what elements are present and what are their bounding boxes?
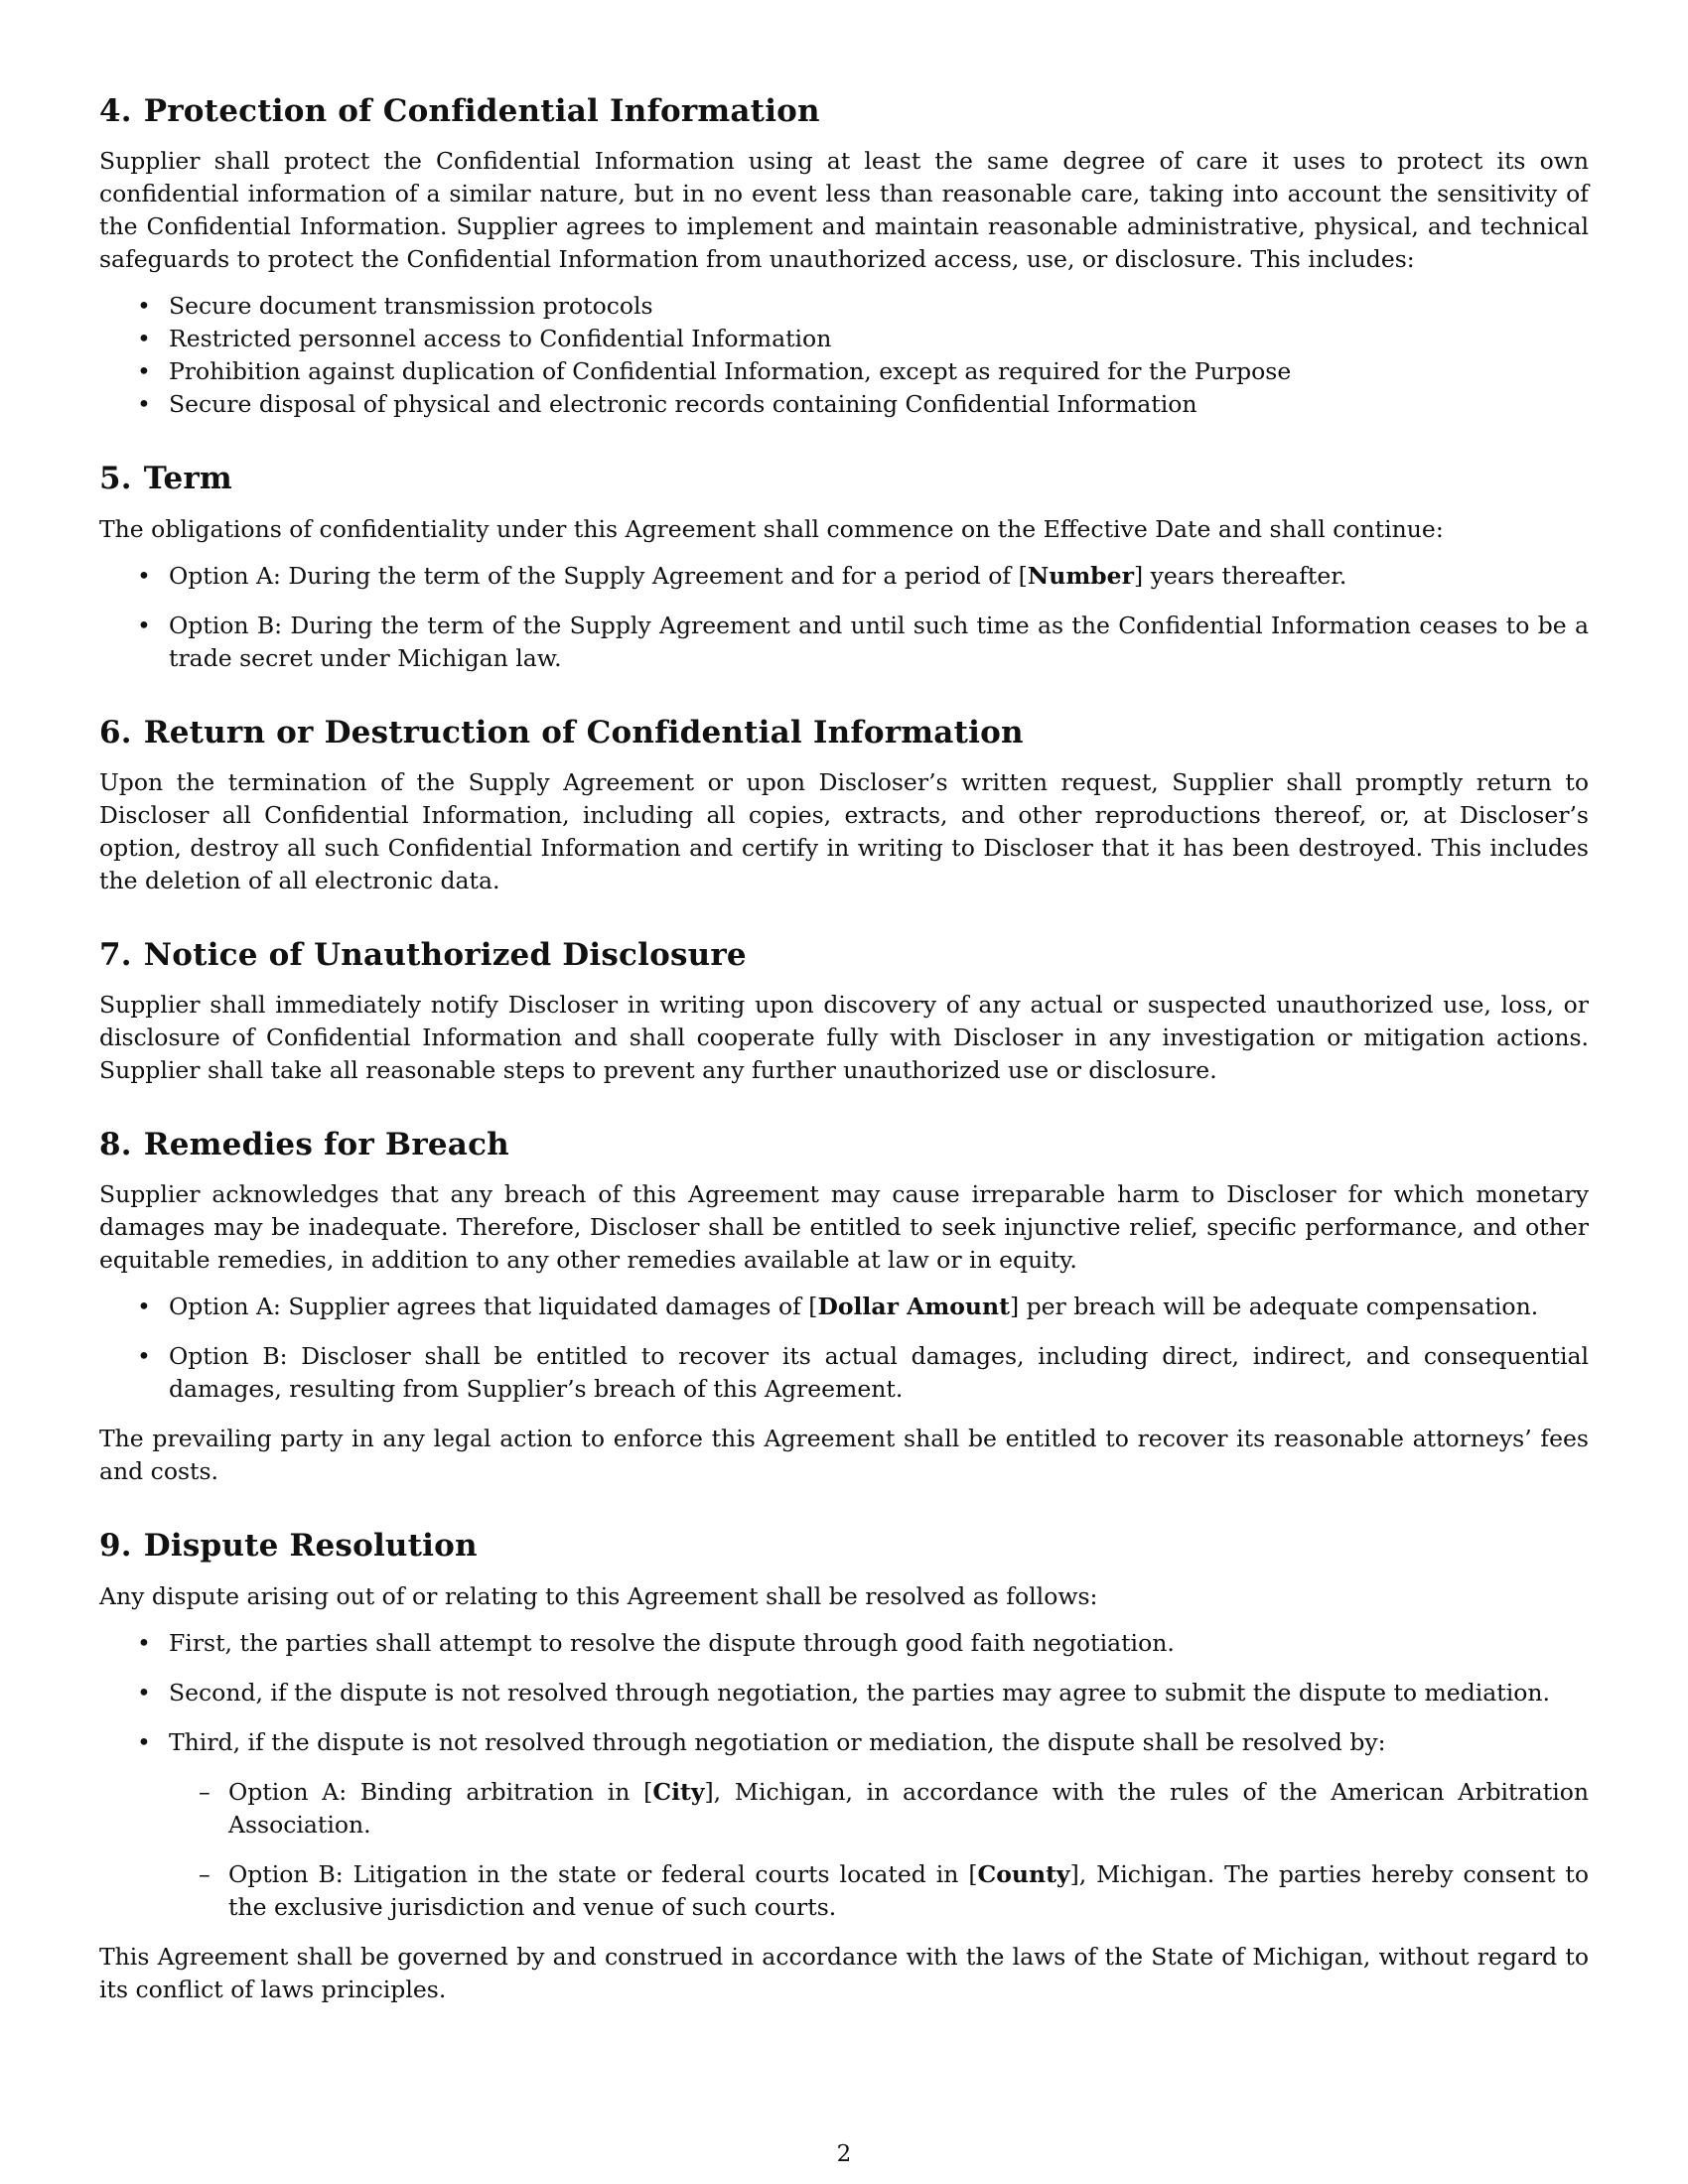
section-5	[99, 459, 1589, 674]
dash-marker: –	[199, 1777, 211, 1806]
option-text: ] years thereafter.	[1133, 561, 1347, 590]
option-text: Option B: Litigation in the state or federal courts located in [	[228, 1859, 978, 1888]
list-item	[99, 323, 1589, 355]
option-text: Option A: Supplier agrees that liquidated damages of [	[169, 1293, 818, 1321]
option-text: Option B: Discloser shall be entitled to recover its actual damages, including direct, indirect, and consequential damages, resulting from Supplier’s breach of this Agreement.	[169, 1342, 1589, 1404]
section-9	[99, 1526, 1589, 2005]
option-list	[99, 560, 1589, 675]
section-title: Protection of Confidential Information	[143, 93, 820, 129]
section-title: Dispute Resolution	[143, 1528, 478, 1565]
bullet-list	[99, 290, 1589, 421]
section-body: Supplier shall immediately notify Discloser in writing upon discovery of any actual or suspected unauthorized use, loss, or disclosure of Confidential Information and shall cooperate fully with Discloser in any investigation or mitigation actions. Supplier shall take all reasonable steps to prevent any further unauthorized use or disclosure.	[99, 991, 1589, 1085]
section-title: Return or Destruction of Confidential Information	[143, 714, 1024, 751]
bullet-marker: •	[137, 1293, 151, 1321]
step-third	[99, 1726, 1589, 1759]
option-text: ] per breach will be adequate compensation.	[1009, 1293, 1539, 1321]
option-text: Option A: Binding arbitration in [	[228, 1777, 653, 1806]
section-heading	[99, 91, 1589, 131]
section-number: 7.	[99, 936, 132, 973]
bullet-marker: •	[137, 1342, 151, 1371]
placeholder-county: County	[977, 1859, 1070, 1888]
step-first	[99, 1627, 1589, 1660]
section-title: Notice of Unauthorized Disclosure	[143, 936, 747, 973]
section-4	[99, 91, 1589, 421]
option-text: Option B: During the term of the Supply Agreement and until such time as the Confidential Information ceases to be a trade secret under Michigan law.	[169, 611, 1589, 672]
bullet-marker: •	[137, 357, 151, 386]
bullet-marker: •	[137, 325, 151, 353]
option-text: Option A: During the term of the Supply Agreement and for a period of [	[169, 561, 1028, 590]
section-intro: Supplier acknowledges that any breach of this Agreement may cause irreparable harm to Discloser for which monetary damages may be inadequate. Therefore, Discloser shall be entitled to seek injunctive relief, specific performance, and other equitable remedies, in addition to any other remedies available at law or in equity.	[99, 1180, 1589, 1275]
section-number: 5.	[99, 461, 132, 497]
list-item	[99, 290, 1589, 323]
list-item-text: Secure document transmission protocols	[169, 292, 653, 321]
list-item	[99, 388, 1589, 421]
section-closing: The prevailing party in any legal action to enforce this Agreement shall be entitled to recover its reasonable attorneys’ fees and costs.	[99, 1425, 1589, 1486]
list-item-text: Restricted personnel access to Confidential Information	[169, 325, 832, 353]
option-list	[99, 1291, 1589, 1406]
section-intro: Any dispute arising out of or relating to this Agreement shall be resolved as follows:	[99, 1581, 1098, 1610]
placeholder-city: City	[652, 1777, 705, 1806]
bullet-marker: •	[137, 561, 151, 590]
section-number: 9.	[99, 1528, 132, 1565]
section-intro: The obligations of confidentiality under this Agreement shall commence on the Effective Date and shall continue:	[99, 514, 1444, 543]
bullet-marker: •	[137, 292, 151, 321]
section-heading	[99, 1526, 1589, 1566]
section-title: Remedies for Breach	[143, 1127, 509, 1163]
sub-option-a	[99, 1776, 1589, 1842]
option-a	[99, 560, 1589, 593]
page-number: 2	[836, 2141, 852, 2167]
section-heading	[99, 935, 1589, 975]
document-content	[99, 91, 1589, 2006]
bullet-marker: •	[137, 390, 151, 419]
section-heading	[99, 713, 1589, 752]
sub-option-b	[99, 1858, 1589, 1924]
list-item	[99, 355, 1589, 388]
section-title: Term	[143, 461, 232, 497]
placeholder-dollar-amount: Dollar Amount	[817, 1293, 1010, 1321]
option-text: ], Michigan. The parties hereby consent to the exclusive jurisdiction and venue of such courts.	[228, 1859, 1589, 1921]
step-text: First, the parties shall attempt to resolve the dispute through good faith negotiation.	[169, 1628, 1175, 1657]
bullet-marker: •	[137, 1678, 151, 1706]
section-8	[99, 1125, 1589, 1488]
section-heading	[99, 1125, 1589, 1164]
sub-option-list	[99, 1776, 1589, 1924]
section-body: Upon the termination of the Supply Agreement or upon Discloser’s written request, Supplier shall promptly return to Discloser all Confidential Information, including all copies, extracts, and other reproductions thereof, or, at Discloser’s option, destroy all such Confidential Information and certify in writing to Discloser that it has been destroyed. This includes the deletion of all electronic data.	[99, 767, 1589, 894]
bullet-marker: •	[137, 1727, 151, 1756]
dash-marker: –	[199, 1859, 211, 1888]
section-closing: This Agreement shall be governed by and construed in accordance with the laws of the State of Michigan, without regard to its conflict of laws principles.	[99, 1942, 1589, 2003]
section-number: 8.	[99, 1127, 132, 1163]
option-b	[99, 610, 1589, 675]
option-b	[99, 1340, 1589, 1406]
option-a	[99, 1291, 1589, 1323]
list-item-text: Secure disposal of physical and electronic records containing Confidential Information	[169, 390, 1197, 419]
section-heading	[99, 459, 1589, 498]
section-intro: Supplier shall protect the Confidential Information using at least the same degree of care it uses to protect its own confidential information of a similar nature, but in no event less than reasonable care, taking into account the sensitivity of the Confidential Information. Supplier agrees to implement and maintain reasonable administrative, physical, and technical safeguards to protect the Confidential Information from unauthorized access, use, or disclosure. This includes:	[99, 147, 1589, 274]
bullet-marker: •	[137, 1628, 151, 1657]
section-6	[99, 713, 1589, 897]
step-text: Second, if the dispute is not resolved through negotiation, the parties may agree to submit the dispute to mediation.	[169, 1678, 1550, 1706]
section-number: 6.	[99, 714, 132, 751]
step-list	[99, 1627, 1589, 1759]
placeholder-number: Number	[1027, 561, 1134, 590]
step-text: Third, if the dispute is not resolved through negotiation or mediation, the dispute shall be resolved by:	[169, 1727, 1386, 1756]
section-7	[99, 935, 1589, 1087]
bullet-marker: •	[137, 611, 151, 639]
list-item-text: Prohibition against duplication of Confidential Information, except as required for the Purpose	[169, 357, 1292, 386]
option-text: ], Michigan, in accordance with the rules of the American Arbitration Association.	[228, 1777, 1589, 1839]
section-number: 4.	[99, 93, 132, 129]
step-second	[99, 1677, 1589, 1709]
